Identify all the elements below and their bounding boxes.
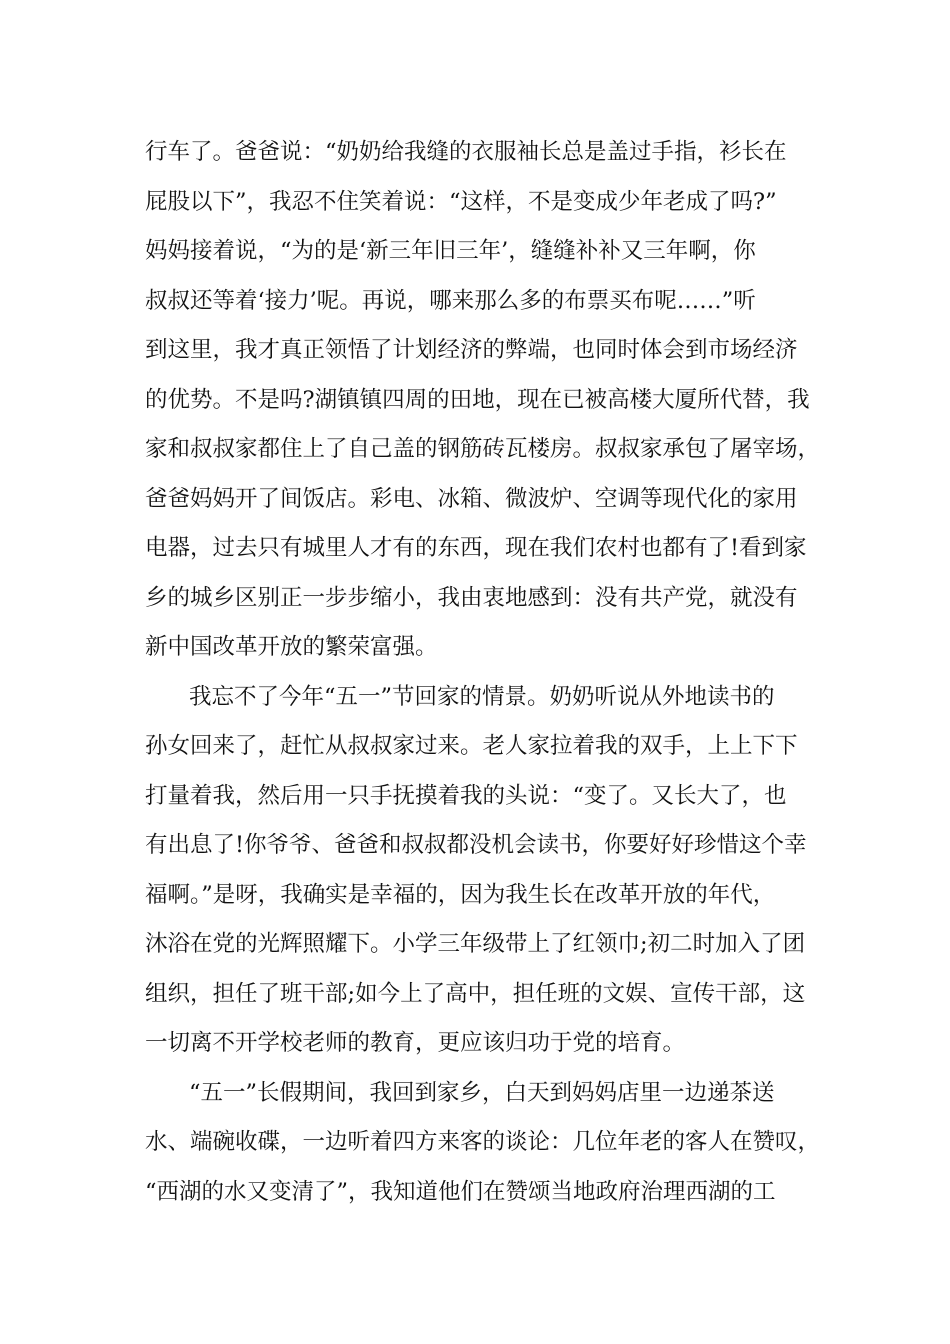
text-line: 孙女回来了，赶忙从叔叔家过来。老人家拉着我的双手，上上下下 xyxy=(145,733,798,759)
body-text xyxy=(145,128,821,1217)
text-line: 福啊。”是呀，我确实是幸福的，因为我生长在改革开放的年代， xyxy=(145,881,776,908)
text-line: 有出息了!你爷爷、爸爸和叔叔都没机会读书，你要好好珍惜这个幸 xyxy=(145,832,807,858)
text-line: “西湖的水又变清了”，我知道他们在赞颂当地政府治理西湖的工 xyxy=(145,1178,776,1205)
text-line: 组织，担任了班干部;如今上了高中，担任班的文娱、宣传干部，这 xyxy=(145,980,806,1007)
text-line: 叔叔还等着‘接力’呢。再说，哪来那么多的布票买布呢……”听 xyxy=(145,287,756,314)
text-line: 到这里，我才真正领悟了计划经济的弊端，也同时体会到市场经济 xyxy=(145,337,798,363)
text-line: 家和叔叔家都住上了自己盖的钢筋砖瓦楼房。叔叔家承包了屠宰场， xyxy=(145,436,821,462)
text-line: 新中国改革开放的繁荣富强。 xyxy=(145,634,438,660)
text-line: 一切离不开学校老师的教育，更应该归功于党的培育。 xyxy=(145,1030,686,1056)
paragraph-start-line: “五一”长假期间，我回到家乡，白天到妈妈店里一边递茶送 xyxy=(189,1079,775,1106)
text-line: 打量着我，然后用一只手抚摸着我的头说：“变了。又长大了，也 xyxy=(145,782,787,809)
text-line: 妈妈接着说，“为的是‘新三年旧三年’，缝缝补补又三年啊，你 xyxy=(145,238,756,264)
text-line: 的优势。不是吗?湖镇镇四周的田地，现在已被高楼大厦所代替，我 xyxy=(145,386,810,413)
text-line: 屁股以下”，我忍不住笑着说：“这样，不是变成少年老成了吗?” xyxy=(145,188,777,215)
text-line: 水、端碗收碟，一边听着四方来客的谈论：几位年老的客人在赞叹， xyxy=(145,1129,821,1155)
text-line: 沐浴在党的光辉照耀下。小学三年级带上了红领巾;初二时加入了团 xyxy=(145,931,806,957)
paragraph-start-line: 我忘不了今年“五一”节回家的情景。奶奶听说从外地读书的 xyxy=(189,683,775,710)
text-line: 爸爸妈妈开了间饭店。彩电、冰箱、微波炉、空调等现代化的家用 xyxy=(145,485,798,512)
text-line: 行车了。爸爸说：“奶奶给我缝的衣服袖长总是盖过手指，衫长在 xyxy=(145,139,787,165)
text-line: 乡的城乡区别正一步步缩小，我由衷地感到：没有共产党，就没有 xyxy=(145,584,798,611)
text-line: 电器，过去只有城里人才有的东西，现在我们农村也都有了!看到家 xyxy=(145,535,807,561)
